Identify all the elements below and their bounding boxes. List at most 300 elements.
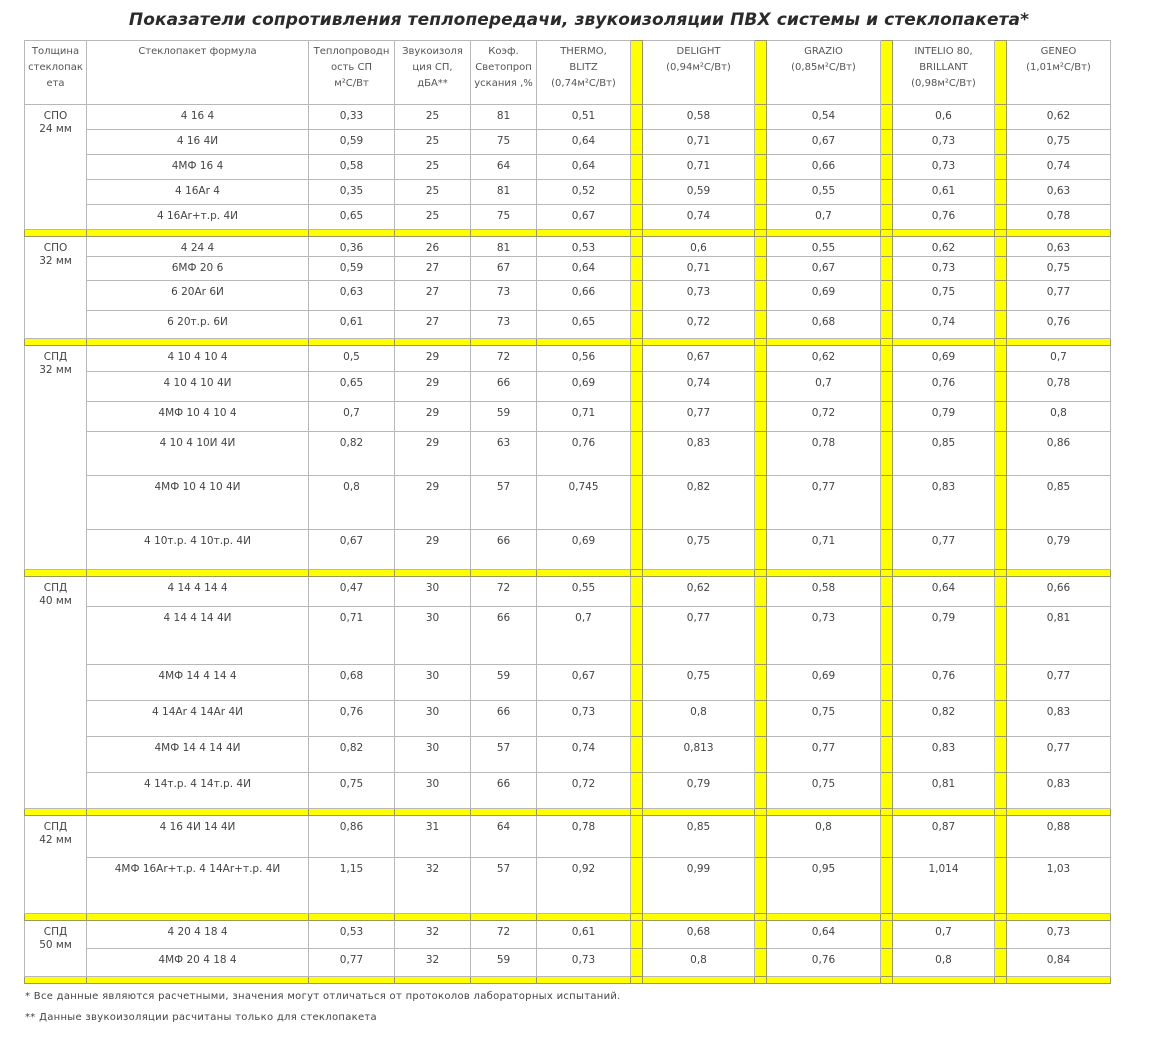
thickness-label: 50 мм <box>39 939 72 951</box>
sound-cell: 31 <box>395 816 471 858</box>
grazio-cell: 0,55 <box>767 237 881 257</box>
yellow-stripe <box>881 257 893 281</box>
thermo-cell: 0,92 <box>537 858 631 914</box>
thermal-cell: 0,59 <box>309 130 395 155</box>
thermo-cell: 0,66 <box>537 281 631 311</box>
separator-cell <box>995 230 1007 237</box>
geneo-cell: 0,86 <box>1007 432 1111 476</box>
thermal-cell: 0,58 <box>309 155 395 180</box>
table-row <box>25 372 1111 402</box>
separator-cell <box>395 570 471 577</box>
table-row <box>25 577 1111 607</box>
geneo-cell: 0,84 <box>1007 949 1111 977</box>
grazio-cell: 0,75 <box>767 701 881 737</box>
separator-cell <box>631 914 643 921</box>
formula-cell: 4 16Ar+т.р. 4И <box>87 205 309 230</box>
sound-cell: 26 <box>395 237 471 257</box>
table-row <box>25 205 1111 230</box>
separator-cell <box>395 914 471 921</box>
light-cell: 57 <box>471 476 537 530</box>
separator-cell <box>395 339 471 346</box>
group-separator <box>25 570 1111 577</box>
header-text: Светопроп <box>475 62 532 73</box>
thickness-label: СПД <box>43 821 68 833</box>
delight-cell: 0,813 <box>643 737 755 773</box>
yellow-stripe <box>995 372 1007 402</box>
header-text: BLITZ <box>569 62 598 73</box>
separator-cell <box>1007 230 1111 237</box>
formula-cell: 4 14Ar 4 14Ar 4И <box>87 701 309 737</box>
yellow-stripe <box>755 665 767 701</box>
separator-cell <box>87 809 309 816</box>
sound-cell: 25 <box>395 155 471 180</box>
header-text: ция СП, <box>412 62 453 73</box>
light-cell: 57 <box>471 858 537 914</box>
sound-cell: 32 <box>395 858 471 914</box>
sound-cell: 25 <box>395 205 471 230</box>
geneo-cell: 0,75 <box>1007 130 1111 155</box>
intelio-cell: 0,73 <box>893 257 995 281</box>
light-cell: 63 <box>471 432 537 476</box>
yellow-stripe <box>755 372 767 402</box>
formula-cell: 4 14 4 14 4 <box>87 577 309 607</box>
yellow-stripe <box>631 105 643 130</box>
yellow-stripe <box>755 257 767 281</box>
header-text: DELIGHT <box>676 46 721 57</box>
separator-cell <box>893 230 995 237</box>
separator-cell <box>755 809 767 816</box>
yellow-stripe <box>995 701 1007 737</box>
separator-cell <box>643 570 755 577</box>
yellow-stripe <box>995 665 1007 701</box>
sound-cell: 30 <box>395 773 471 809</box>
separator-cell <box>471 977 537 984</box>
grazio-cell: 0,7 <box>767 205 881 230</box>
sound-cell: 27 <box>395 257 471 281</box>
delight-cell: 0,8 <box>643 701 755 737</box>
grazio-cell: 0,8 <box>767 816 881 858</box>
header-text: м²С/Вт <box>334 78 369 89</box>
group-separator <box>25 230 1111 237</box>
thermal-cell: 0,7 <box>309 402 395 432</box>
table-row <box>25 921 1111 949</box>
intelio-cell: 0,64 <box>893 577 995 607</box>
thickness-cell <box>25 816 87 914</box>
delight-cell: 0,77 <box>643 402 755 432</box>
header-row <box>25 41 1111 105</box>
yellow-stripe <box>995 180 1007 205</box>
grazio-cell: 0,68 <box>767 311 881 339</box>
geneo-cell: 0,85 <box>1007 476 1111 530</box>
table-row <box>25 665 1111 701</box>
yellow-stripe <box>881 155 893 180</box>
thermal-cell: 0,63 <box>309 281 395 311</box>
separator-cell <box>631 977 643 984</box>
thermal-cell: 0,75 <box>309 773 395 809</box>
separator-cell <box>25 339 87 346</box>
delight-cell: 0,79 <box>643 773 755 809</box>
yellow-stripe <box>755 816 767 858</box>
table-row <box>25 949 1111 977</box>
yellow-stripe <box>881 607 893 665</box>
header-text: Толщина <box>31 46 80 57</box>
header-text: (0,98м²С/Вт) <box>911 78 976 89</box>
delight-cell: 0,72 <box>643 311 755 339</box>
header-text: INTELIO 80, <box>914 46 973 57</box>
yellow-stripe <box>881 346 893 372</box>
separator-cell <box>25 570 87 577</box>
intelio-cell: 0,74 <box>893 311 995 339</box>
sound-cell: 29 <box>395 346 471 372</box>
delight-cell: 0,75 <box>643 665 755 701</box>
separator-cell <box>87 339 309 346</box>
geneo-cell: 0,74 <box>1007 155 1111 180</box>
table-row <box>25 816 1111 858</box>
table-row <box>25 773 1111 809</box>
grazio-cell: 0,73 <box>767 607 881 665</box>
delight-cell: 0,73 <box>643 281 755 311</box>
thermal-cell: 0,61 <box>309 311 395 339</box>
intelio-cell: 0,85 <box>893 432 995 476</box>
geneo-cell: 1,03 <box>1007 858 1111 914</box>
table-row <box>25 105 1111 130</box>
header-sound <box>395 41 471 105</box>
yellow-stripe <box>755 41 767 105</box>
header-text: ускания ,% <box>474 78 533 89</box>
thickness-cell <box>25 346 87 570</box>
thermo-cell: 0,51 <box>537 105 631 130</box>
delight-cell: 0,71 <box>643 130 755 155</box>
intelio-cell: 0,87 <box>893 816 995 858</box>
yellow-stripe <box>995 577 1007 607</box>
intelio-cell: 0,73 <box>893 155 995 180</box>
yellow-stripe <box>881 949 893 977</box>
thermo-cell: 0,76 <box>537 432 631 476</box>
table-row <box>25 281 1111 311</box>
grazio-cell: 0,55 <box>767 180 881 205</box>
separator-cell <box>767 230 881 237</box>
separator-cell <box>767 977 881 984</box>
separator-cell <box>643 809 755 816</box>
light-cell: 59 <box>471 402 537 432</box>
thermal-cell: 1,15 <box>309 858 395 914</box>
yellow-stripe <box>755 607 767 665</box>
separator-cell <box>471 230 537 237</box>
grazio-cell: 0,77 <box>767 737 881 773</box>
separator-cell <box>893 570 995 577</box>
yellow-stripe <box>755 105 767 130</box>
separator-cell <box>537 570 631 577</box>
separator-cell <box>309 977 395 984</box>
intelio-cell: 0,73 <box>893 130 995 155</box>
formula-cell: 6МФ 20 6 <box>87 257 309 281</box>
thermo-cell: 0,69 <box>537 372 631 402</box>
yellow-stripe <box>755 858 767 914</box>
header-text: GENEO <box>1040 46 1077 57</box>
grazio-cell: 0,95 <box>767 858 881 914</box>
light-cell: 81 <box>471 237 537 257</box>
yellow-stripe <box>881 701 893 737</box>
formula-cell: 4 10т.р. 4 10т.р. 4И <box>87 530 309 570</box>
delight-cell: 0,62 <box>643 577 755 607</box>
geneo-cell: 0,77 <box>1007 665 1111 701</box>
header-system-grazio <box>767 41 881 105</box>
separator-cell <box>643 339 755 346</box>
geneo-cell: 0,77 <box>1007 281 1111 311</box>
grazio-cell: 0,58 <box>767 577 881 607</box>
geneo-cell: 0,78 <box>1007 372 1111 402</box>
yellow-stripe <box>995 432 1007 476</box>
separator-cell <box>881 570 893 577</box>
yellow-stripe <box>881 402 893 432</box>
thermo-cell: 0,56 <box>537 346 631 372</box>
header-system-thermo <box>537 41 631 105</box>
separator-cell <box>881 230 893 237</box>
yellow-stripe <box>631 816 643 858</box>
light-cell: 66 <box>471 372 537 402</box>
geneo-cell: 0,83 <box>1007 701 1111 737</box>
grazio-cell: 0,71 <box>767 530 881 570</box>
separator-cell <box>1007 339 1111 346</box>
delight-cell: 0,74 <box>643 372 755 402</box>
yellow-stripe <box>881 205 893 230</box>
separator-cell <box>25 977 87 984</box>
formula-cell: 4 16 4И <box>87 130 309 155</box>
table-row <box>25 476 1111 530</box>
intelio-cell: 1,014 <box>893 858 995 914</box>
yellow-stripe <box>631 607 643 665</box>
grazio-cell: 0,7 <box>767 372 881 402</box>
delight-cell: 0,8 <box>643 949 755 977</box>
delight-cell: 0,85 <box>643 816 755 858</box>
separator-cell <box>537 339 631 346</box>
sound-cell: 30 <box>395 577 471 607</box>
yellow-stripe <box>995 773 1007 809</box>
header-text: Звукоизоля <box>402 46 463 57</box>
formula-cell: 4 10 4 10 4И <box>87 372 309 402</box>
yellow-stripe <box>631 311 643 339</box>
intelio-cell: 0,81 <box>893 773 995 809</box>
table-row <box>25 402 1111 432</box>
light-cell: 66 <box>471 530 537 570</box>
header-text: стеклопак <box>28 62 83 73</box>
yellow-stripe <box>631 737 643 773</box>
separator-cell <box>995 977 1007 984</box>
yellow-stripe <box>755 737 767 773</box>
separator-cell <box>755 914 767 921</box>
thermo-cell: 0,67 <box>537 205 631 230</box>
separator-cell <box>395 230 471 237</box>
separator-cell <box>309 230 395 237</box>
thermal-cell: 0,33 <box>309 105 395 130</box>
group-separator <box>25 977 1111 984</box>
thermo-cell: 0,55 <box>537 577 631 607</box>
formula-cell: 4 20 4 18 4 <box>87 921 309 949</box>
sound-cell: 32 <box>395 921 471 949</box>
separator-cell <box>893 914 995 921</box>
geneo-cell: 0,78 <box>1007 205 1111 230</box>
geneo-cell: 0,81 <box>1007 607 1111 665</box>
separator-cell <box>87 914 309 921</box>
yellow-stripe <box>995 476 1007 530</box>
formula-cell: 4 16 4И 14 4И <box>87 816 309 858</box>
separator-cell <box>995 809 1007 816</box>
light-cell: 81 <box>471 105 537 130</box>
formula-cell: 6 20т.р. 6И <box>87 311 309 339</box>
intelio-cell: 0,6 <box>893 105 995 130</box>
separator-cell <box>1007 977 1111 984</box>
grazio-cell: 0,66 <box>767 155 881 180</box>
thickness-label: СПД <box>43 582 68 594</box>
yellow-stripe <box>881 858 893 914</box>
intelio-cell: 0,76 <box>893 205 995 230</box>
yellow-stripe <box>995 257 1007 281</box>
separator-cell <box>87 230 309 237</box>
geneo-cell: 0,79 <box>1007 530 1111 570</box>
header-text: (0,94м²С/Вт) <box>666 62 731 73</box>
yellow-stripe <box>631 476 643 530</box>
delight-cell: 0,71 <box>643 155 755 180</box>
table-row <box>25 257 1111 281</box>
yellow-stripe <box>755 130 767 155</box>
table-row <box>25 311 1111 339</box>
sound-cell: 25 <box>395 130 471 155</box>
yellow-stripe <box>631 665 643 701</box>
header-system-intelio <box>893 41 995 105</box>
separator-cell <box>471 914 537 921</box>
separator-cell <box>87 570 309 577</box>
header-text: дБА** <box>417 78 448 89</box>
formula-cell: 4 10 4 10 4 <box>87 346 309 372</box>
yellow-stripe <box>995 237 1007 257</box>
yellow-stripe <box>881 665 893 701</box>
sound-cell: 30 <box>395 665 471 701</box>
formula-cell: 4МФ 16 4 <box>87 155 309 180</box>
formula-cell: 4 16 4 <box>87 105 309 130</box>
sound-cell: 29 <box>395 372 471 402</box>
delight-cell: 0,82 <box>643 476 755 530</box>
thermal-cell: 0,82 <box>309 432 395 476</box>
separator-cell <box>25 230 87 237</box>
separator-cell <box>537 230 631 237</box>
yellow-stripe <box>631 372 643 402</box>
thickness-cell <box>25 577 87 809</box>
thickness-label: СПО <box>43 110 68 122</box>
yellow-stripe <box>755 921 767 949</box>
thermo-cell: 0,78 <box>537 816 631 858</box>
separator-cell <box>537 809 631 816</box>
separator-cell <box>1007 809 1111 816</box>
light-cell: 57 <box>471 737 537 773</box>
geneo-cell: 0,7 <box>1007 346 1111 372</box>
yellow-stripe <box>881 311 893 339</box>
table-row <box>25 737 1111 773</box>
yellow-stripe <box>881 476 893 530</box>
grazio-cell: 0,77 <box>767 476 881 530</box>
intelio-cell: 0,7 <box>893 921 995 949</box>
light-cell: 64 <box>471 155 537 180</box>
header-formula: Стеклопакет формула <box>87 41 309 105</box>
table-row <box>25 701 1111 737</box>
separator-cell <box>755 230 767 237</box>
light-cell: 59 <box>471 665 537 701</box>
yellow-stripe <box>995 737 1007 773</box>
sound-cell: 30 <box>395 607 471 665</box>
separator-cell <box>893 977 995 984</box>
separator-cell <box>755 339 767 346</box>
table-row <box>25 346 1111 372</box>
yellow-stripe <box>995 205 1007 230</box>
yellow-stripe <box>881 530 893 570</box>
separator-cell <box>537 914 631 921</box>
thermal-cell: 0,65 <box>309 372 395 402</box>
table-row <box>25 180 1111 205</box>
header-system-delight <box>643 41 755 105</box>
yellow-stripe <box>995 346 1007 372</box>
delight-cell: 0,99 <box>643 858 755 914</box>
thermo-cell: 0,65 <box>537 311 631 339</box>
delight-cell: 0,75 <box>643 530 755 570</box>
intelio-cell: 0,61 <box>893 180 995 205</box>
yellow-stripe <box>755 773 767 809</box>
separator-cell <box>25 809 87 816</box>
geneo-cell: 0,62 <box>1007 105 1111 130</box>
sound-cell: 29 <box>395 530 471 570</box>
yellow-stripe <box>755 180 767 205</box>
yellow-stripe <box>995 311 1007 339</box>
separator-cell <box>395 809 471 816</box>
light-cell: 64 <box>471 816 537 858</box>
yellow-stripe <box>631 180 643 205</box>
separator-cell <box>1007 914 1111 921</box>
yellow-stripe <box>995 155 1007 180</box>
geneo-cell: 0,83 <box>1007 773 1111 809</box>
sound-cell: 25 <box>395 180 471 205</box>
header-text: THERMO, <box>560 46 607 57</box>
light-cell: 73 <box>471 311 537 339</box>
header-text: GRAZIO <box>804 46 843 57</box>
thermo-cell: 0,64 <box>537 130 631 155</box>
group-separator <box>25 809 1111 816</box>
delight-cell: 0,77 <box>643 607 755 665</box>
separator-cell <box>631 339 643 346</box>
separator-cell <box>631 230 643 237</box>
thermo-cell: 0,745 <box>537 476 631 530</box>
grazio-cell: 0,75 <box>767 773 881 809</box>
sound-cell: 30 <box>395 737 471 773</box>
geneo-cell: 0,77 <box>1007 737 1111 773</box>
yellow-stripe <box>755 476 767 530</box>
yellow-stripe <box>755 530 767 570</box>
sound-cell: 25 <box>395 105 471 130</box>
light-cell: 59 <box>471 949 537 977</box>
sound-cell: 27 <box>395 281 471 311</box>
yellow-stripe <box>631 432 643 476</box>
thermal-cell: 0,77 <box>309 949 395 977</box>
thickness-cell <box>25 237 87 339</box>
table-row <box>25 858 1111 914</box>
delight-cell: 0,58 <box>643 105 755 130</box>
table-row <box>25 237 1111 257</box>
geneo-cell: 0,75 <box>1007 257 1111 281</box>
delight-cell: 0,71 <box>643 257 755 281</box>
thermal-cell: 0,82 <box>309 737 395 773</box>
thermo-cell: 0,67 <box>537 665 631 701</box>
thickness-label: СПД <box>43 351 68 363</box>
sound-cell: 30 <box>395 701 471 737</box>
yellow-stripe <box>881 921 893 949</box>
separator-cell <box>767 809 881 816</box>
